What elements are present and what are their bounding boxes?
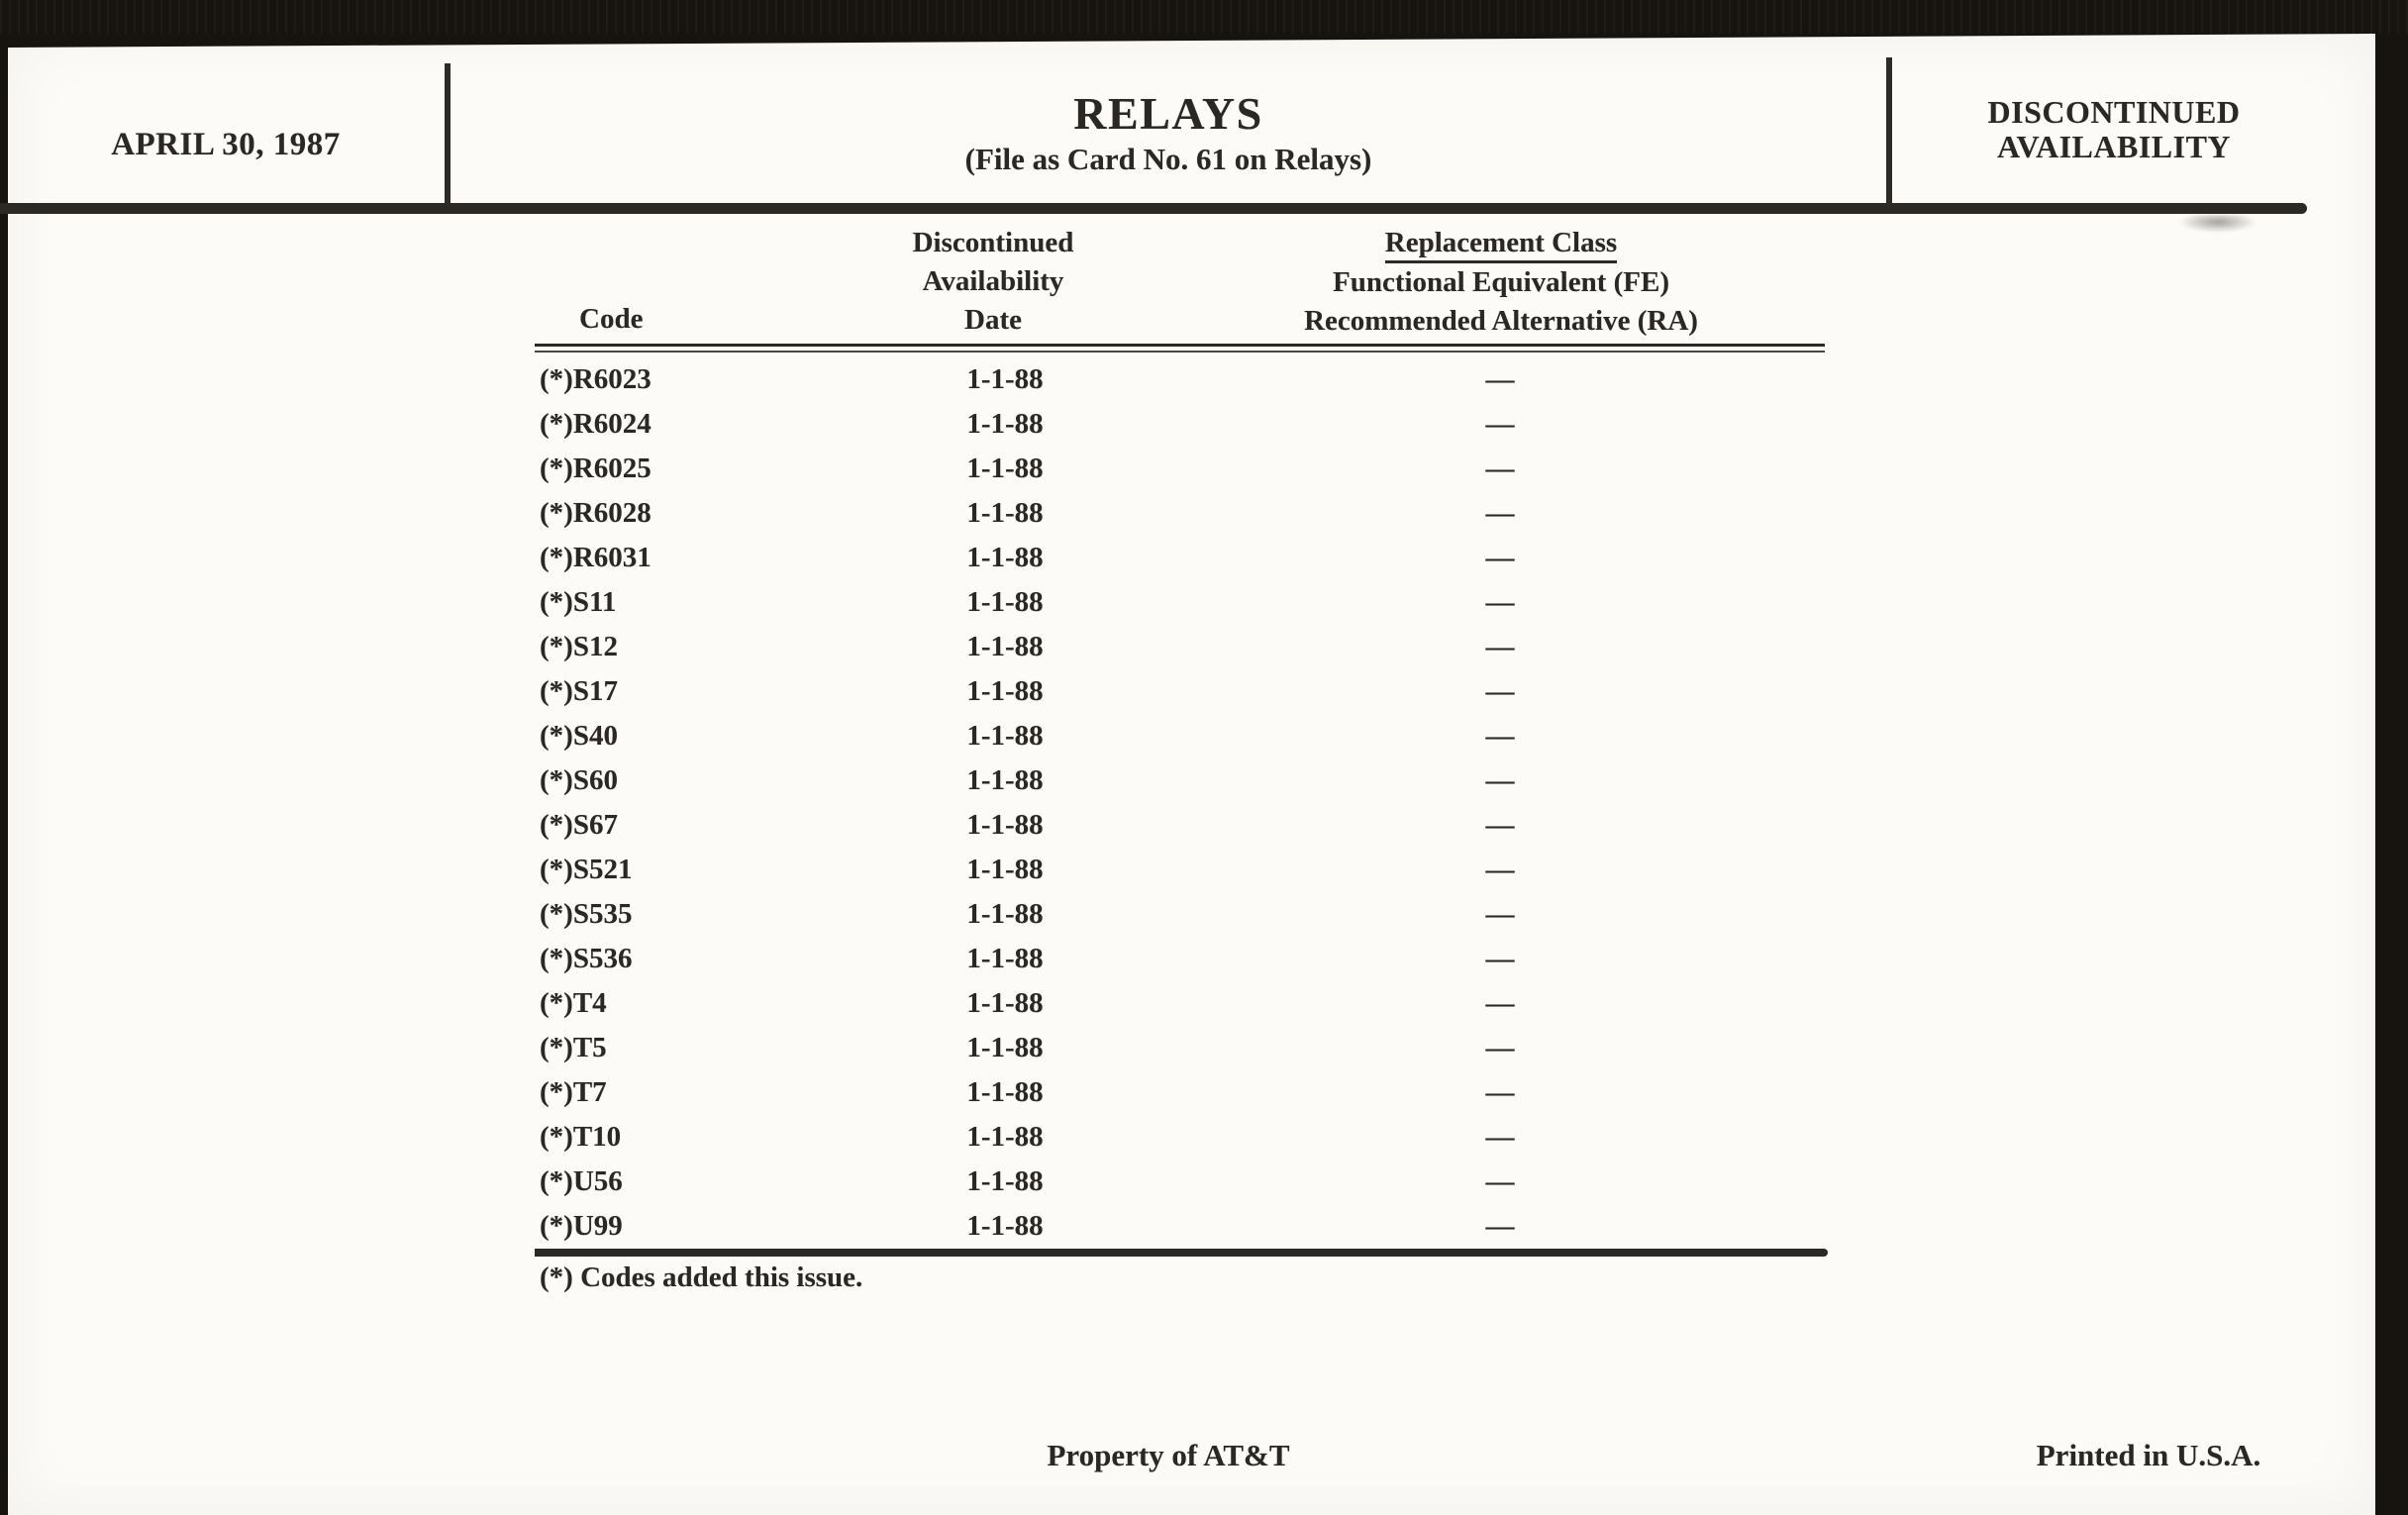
table-row: [535, 357, 1832, 402]
replacement-cell: —: [1485, 453, 1515, 484]
column-header-code: Code: [579, 303, 644, 335]
table-row: [535, 1204, 1832, 1249]
table-row: [535, 848, 1832, 892]
table-row: [535, 714, 1832, 758]
footer-property: Property of AT&T: [1047, 1438, 1290, 1472]
replacement-cell: —: [1485, 497, 1515, 529]
date-cell: 1-1-88: [966, 675, 1044, 707]
column-header-replacement-line2: Functional Equivalent (FE): [1333, 266, 1669, 298]
code-cell: (*)S40: [540, 720, 618, 752]
replacement-cell: —: [1485, 586, 1515, 618]
table-row: [535, 447, 1832, 491]
table-bottom-rule: [535, 1249, 1828, 1257]
column-header-date: [845, 224, 1142, 340]
replacement-cell: —: [1485, 898, 1515, 930]
date-cell: 1-1-88: [966, 408, 1044, 440]
date-cell: 1-1-88: [966, 586, 1044, 618]
replacement-cell: —: [1485, 764, 1515, 796]
date-cell: 1-1-88: [966, 987, 1044, 1019]
footer-printed: Printed in U.S.A.: [2036, 1438, 2261, 1472]
replacement-cell: —: [1485, 1165, 1515, 1197]
replacement-cell: —: [1485, 987, 1515, 1019]
code-cell: (*)T5: [540, 1032, 607, 1063]
replacement-cell: —: [1485, 408, 1515, 440]
column-header-date-line2: Availability: [922, 265, 1064, 297]
replacement-cell: —: [1485, 854, 1515, 885]
table-row: [535, 1026, 1832, 1070]
table-row: [535, 669, 1832, 714]
code-cell: (*)T7: [540, 1076, 607, 1108]
column-header-replacement-line3: Recommended Alternative (RA): [1304, 305, 1698, 337]
code-cell: (*)S521: [540, 854, 633, 885]
replacement-cell: —: [1485, 1210, 1515, 1242]
code-cell: (*)S60: [540, 764, 618, 796]
date-cell: 1-1-88: [966, 1032, 1044, 1063]
table-row: [535, 892, 1832, 937]
date-cell: 1-1-88: [966, 943, 1044, 974]
date-cell: 1-1-88: [966, 363, 1044, 395]
code-cell: (*)S11: [540, 586, 617, 618]
title-block: [772, 89, 1564, 176]
section-label-line1: DISCONTINUED: [1987, 94, 2241, 130]
date-cell: 1-1-88: [966, 809, 1044, 841]
replacement-cell: —: [1485, 943, 1515, 974]
code-cell: (*)R6023: [540, 363, 652, 395]
header-divider-left: [445, 63, 451, 214]
replacement-cell: —: [1485, 675, 1515, 707]
date-cell: 1-1-88: [966, 631, 1044, 662]
replacement-cell: —: [1485, 1076, 1515, 1108]
replacement-cell: —: [1485, 720, 1515, 752]
table-row: [535, 491, 1832, 536]
date-cell: 1-1-88: [966, 1121, 1044, 1153]
code-cell: (*)T4: [540, 987, 607, 1019]
code-cell: (*)T10: [540, 1121, 622, 1153]
table-row: [535, 402, 1832, 447]
table-rows: [535, 357, 1832, 1249]
date-cell: 1-1-88: [966, 497, 1044, 529]
column-header-date-line3: Date: [964, 304, 1022, 336]
smudge-mark: [2178, 215, 2258, 233]
date-cell: 1-1-88: [966, 720, 1044, 752]
code-cell: (*)S12: [540, 631, 618, 662]
column-header-date-line1: Discontinued: [912, 227, 1074, 258]
date-cell: 1-1-88: [966, 1076, 1044, 1108]
page-subtitle: (File as Card No. 61 on Relays): [964, 142, 1372, 176]
header-double-rule: [535, 344, 1825, 353]
table-row: [535, 937, 1832, 981]
code-cell: (*)S67: [540, 809, 618, 841]
table-row: [535, 625, 1832, 669]
table-row: [535, 981, 1832, 1026]
date-cell: 1-1-88: [966, 854, 1044, 885]
section-label-line2: AVAILABILITY: [1996, 129, 2232, 164]
column-header-replacement: [1168, 224, 1834, 341]
column-header-replacement-line1: Replacement Class: [1385, 227, 1617, 263]
section-label: [1911, 95, 2317, 164]
date-cell: 1-1-88: [966, 453, 1044, 484]
date-cell: 1-1-88: [966, 898, 1044, 930]
table-row: [535, 536, 1832, 580]
replacement-cell: —: [1485, 1121, 1515, 1153]
code-cell: (*)S535: [540, 898, 633, 930]
table-row: [535, 580, 1832, 625]
date-cell: 1-1-88: [966, 1165, 1044, 1197]
table-row: [535, 758, 1832, 803]
code-cell: (*)R6028: [540, 497, 652, 529]
replacement-cell: —: [1485, 809, 1515, 841]
page-title: RELAYS: [1073, 88, 1263, 139]
table-row: [535, 1160, 1832, 1204]
date-cell: 1-1-88: [966, 764, 1044, 796]
date-cell: 1-1-88: [966, 1210, 1044, 1242]
table-row: [535, 1115, 1832, 1160]
date-cell: 1-1-88: [966, 542, 1044, 573]
code-cell: (*)U56: [540, 1165, 623, 1197]
header-rule: [0, 203, 2307, 214]
header-divider-right: [1886, 57, 1892, 204]
replacement-cell: —: [1485, 542, 1515, 573]
replacement-cell: —: [1485, 1032, 1515, 1063]
code-cell: (*)R6031: [540, 542, 652, 573]
footnote: (*) Codes added this issue.: [540, 1262, 863, 1293]
code-cell: (*)R6024: [540, 408, 652, 440]
issue-date: APRIL 30, 1987: [111, 127, 341, 162]
code-cell: (*)R6025: [540, 453, 652, 484]
code-cell: (*)S17: [540, 675, 618, 707]
replacement-cell: —: [1485, 363, 1515, 395]
table-row: [535, 803, 1832, 848]
code-cell: (*)U99: [540, 1210, 623, 1242]
table-row: [535, 1070, 1832, 1115]
code-cell: (*)S536: [540, 943, 633, 974]
replacement-cell: —: [1485, 631, 1515, 662]
